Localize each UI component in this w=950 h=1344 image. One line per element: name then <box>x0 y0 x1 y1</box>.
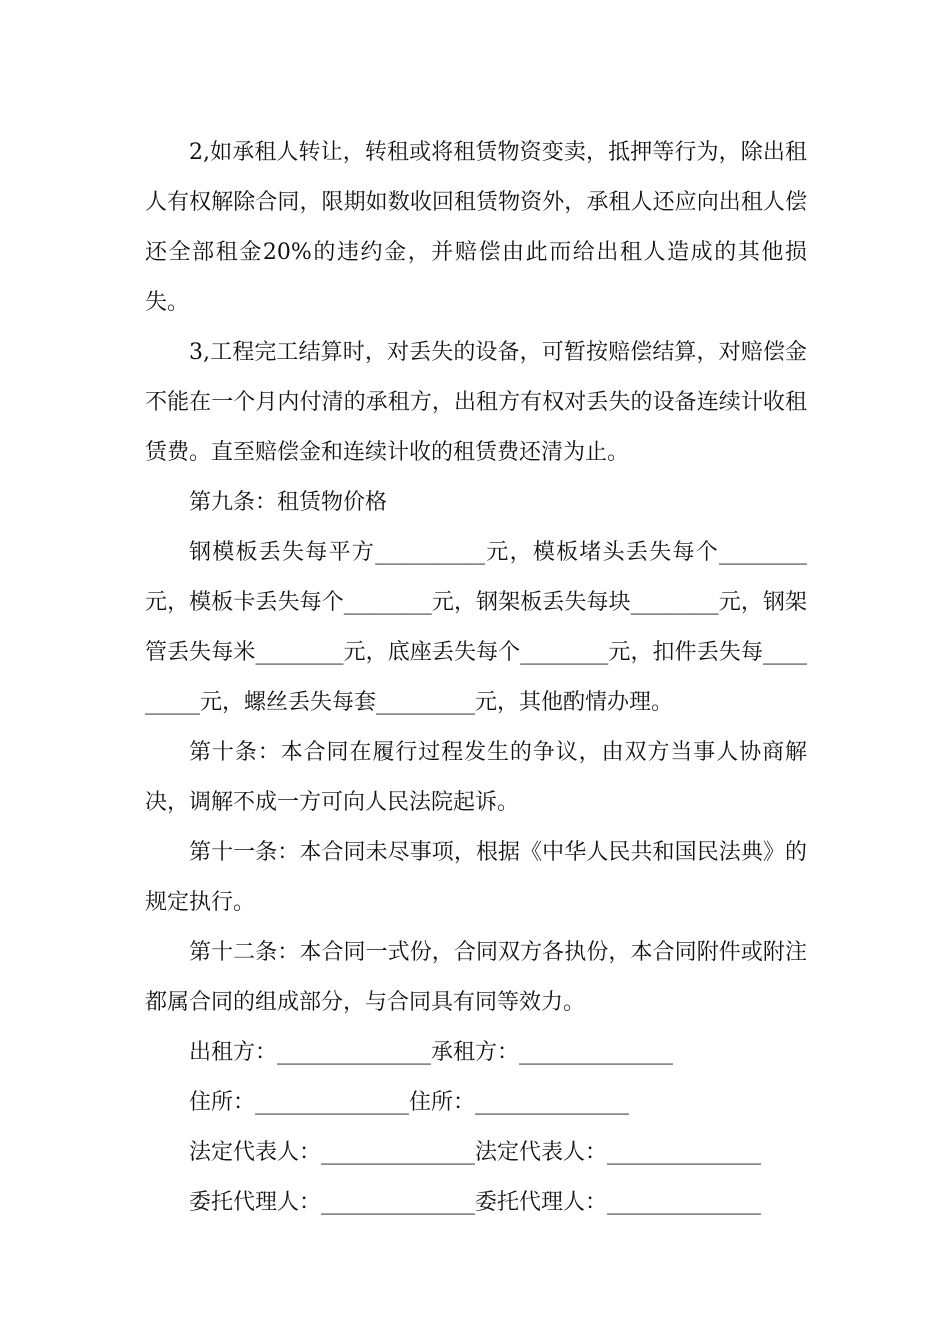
contract-page <box>145 128 807 1228</box>
signature-lessor-lessee: 出租方：______________承租方：______________ <box>189 1040 674 1065</box>
article-10-disputes: 第十条：本合同在履行过程发生的争议，由双方当事人协商解决，调解不成一方可向人民法院起诉。 <box>145 740 807 815</box>
signature-address: 住所：______________住所：______________ <box>189 1090 630 1115</box>
article-12-copies: 第十二条：本合同一式份，合同双方各执份，本合同附件或附注都属合同的组成部分，与合同具有同等效力。 <box>145 940 807 1015</box>
article-9-price-list: 钢模板丢失每平方__________元，模板堵头丢失每个________元，模板卡丢失每个________元，钢架板丢失每块________元，钢架管丢失每米________元，底座丢失每个________元，扣件丢失每_________元，螺丝丢失每套_________元，其他酌情办理。 <box>145 540 807 715</box>
signature-legal-representative: 法定代表人：______________法定代表人：______________ <box>189 1140 762 1165</box>
clause-2-breach-penalty: 2,如承租人转让，转租或将租赁物资变卖，抵押等行为，除出租人有权解除合同，限期如数收回租赁物资外，承租人还应向出租人偿还全部租金20%的违约金，并赔偿由此而给出租人造成的其他损失。 <box>145 140 807 315</box>
clause-3-lost-equipment: 3,工程完工结算时，对丢失的设备，可暂按赔偿结算，对赔偿金不能在一个月内付清的承租方，出租方有权对丢失的设备连续计收租赁费。直至赔偿金和连续计收的租赁费还清为止。 <box>145 340 807 465</box>
signature-authorized-agent: 委托代理人：______________委托代理人：______________ <box>189 1190 762 1215</box>
article-11-unresolved-matters: 第十一条：本合同未尽事项，根据《中华人民共和国民法典》的规定执行。 <box>145 840 807 915</box>
article-9-heading: 第九条：租赁物价格 <box>189 490 388 515</box>
